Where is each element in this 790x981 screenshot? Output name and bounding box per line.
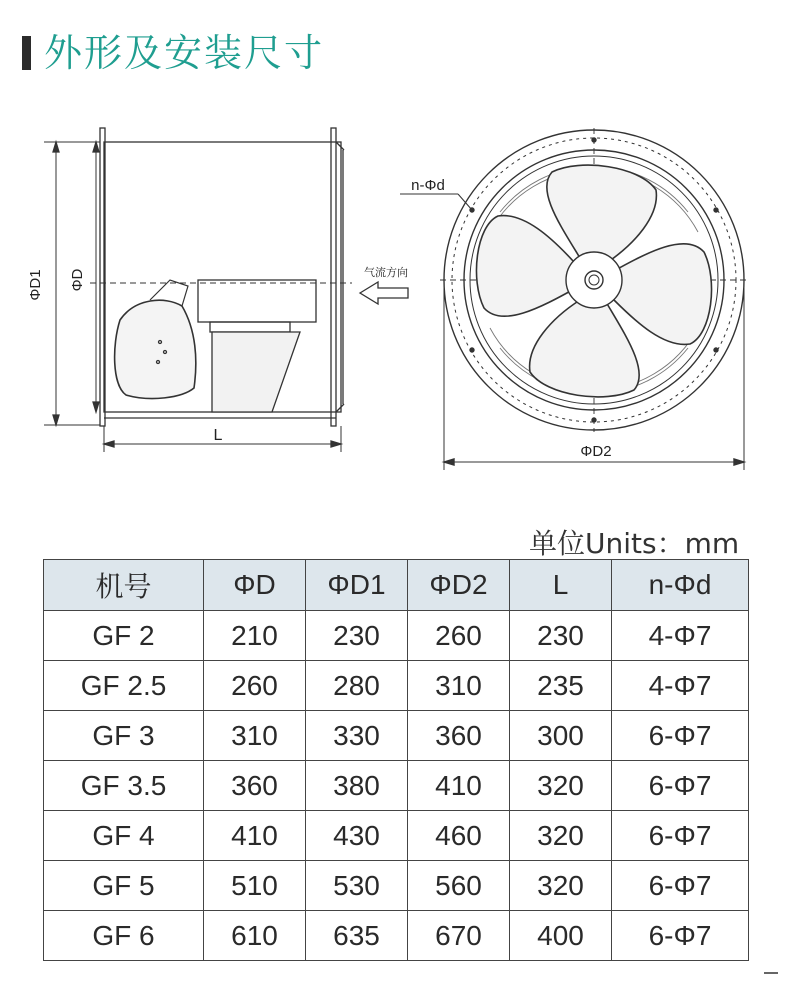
cell-model: GF 4 bbox=[44, 811, 204, 861]
cell-d1: 230 bbox=[306, 611, 408, 661]
header-l: L bbox=[510, 560, 612, 611]
cell-d1: 635 bbox=[306, 911, 408, 961]
cell-d: 210 bbox=[204, 611, 306, 661]
cell-l: 400 bbox=[510, 911, 612, 961]
cell-model: GF 6 bbox=[44, 911, 204, 961]
cell-d2: 460 bbox=[408, 811, 510, 861]
cell-d2: 670 bbox=[408, 911, 510, 961]
side-view bbox=[44, 128, 408, 452]
corner-mark bbox=[764, 972, 778, 974]
table-row bbox=[44, 711, 749, 761]
header-d1: ΦD1 bbox=[306, 560, 408, 611]
cell-l: 320 bbox=[510, 861, 612, 911]
label-d: ΦD bbox=[69, 268, 86, 292]
cell-d: 310 bbox=[204, 711, 306, 761]
cell-d1: 380 bbox=[306, 761, 408, 811]
cell-d1: 530 bbox=[306, 861, 408, 911]
header-holes: n-Φd bbox=[612, 560, 749, 611]
cell-d: 510 bbox=[204, 861, 306, 911]
table-row bbox=[44, 811, 749, 861]
cell-d: 410 bbox=[204, 811, 306, 861]
cell-l: 320 bbox=[510, 761, 612, 811]
table-row bbox=[44, 611, 749, 661]
fan-blade-right bbox=[612, 244, 712, 345]
cell-model: GF 2 bbox=[44, 611, 204, 661]
cell-l: 300 bbox=[510, 711, 612, 761]
cell-holes: 4-Φ7 bbox=[612, 611, 749, 661]
side-blade bbox=[115, 300, 196, 398]
cell-l: 230 bbox=[510, 611, 612, 661]
table-row bbox=[44, 911, 749, 961]
page-title: 外形及安装尺寸 bbox=[44, 31, 325, 75]
label-l: L bbox=[213, 427, 223, 444]
table-header-row bbox=[44, 560, 749, 611]
cell-holes: 6-Φ7 bbox=[612, 711, 749, 761]
cell-d2: 260 bbox=[408, 611, 510, 661]
label-d1: ΦD1 bbox=[27, 269, 44, 301]
header-model: 机号 bbox=[44, 560, 204, 611]
cell-l: 235 bbox=[510, 661, 612, 711]
cell-holes: 6-Φ7 bbox=[612, 761, 749, 811]
cell-d1: 330 bbox=[306, 711, 408, 761]
cell-d1: 430 bbox=[306, 811, 408, 861]
fan-blade-left bbox=[476, 216, 576, 317]
cell-model: GF 5 bbox=[44, 861, 204, 911]
label-hole: n-Φd bbox=[411, 177, 445, 194]
spec-table bbox=[43, 559, 749, 961]
cell-holes: 4-Φ7 bbox=[612, 661, 749, 711]
fan-blade-top bbox=[547, 165, 657, 262]
table-row bbox=[44, 761, 749, 811]
cell-d: 360 bbox=[204, 761, 306, 811]
cell-d: 610 bbox=[204, 911, 306, 961]
cell-holes: 6-Φ7 bbox=[612, 811, 749, 861]
cell-d2: 560 bbox=[408, 861, 510, 911]
table-row bbox=[44, 661, 749, 711]
front-view bbox=[400, 128, 748, 470]
cell-d1: 280 bbox=[306, 661, 408, 711]
label-d2: ΦD2 bbox=[580, 443, 612, 460]
cell-holes: 6-Φ7 bbox=[612, 861, 749, 911]
cell-l: 320 bbox=[510, 811, 612, 861]
header-d2: ΦD2 bbox=[408, 560, 510, 611]
table-row bbox=[44, 861, 749, 911]
cell-model: GF 3.5 bbox=[44, 761, 204, 811]
cell-d2: 360 bbox=[408, 711, 510, 761]
cell-d2: 310 bbox=[408, 661, 510, 711]
unit-label: 单位Units：mm bbox=[529, 527, 740, 560]
cell-holes: 6-Φ7 bbox=[612, 911, 749, 961]
right-flange bbox=[331, 128, 336, 426]
cell-d2: 410 bbox=[408, 761, 510, 811]
fan-blade-bottom bbox=[530, 300, 640, 397]
cell-d: 260 bbox=[204, 661, 306, 711]
cell-model: GF 2.5 bbox=[44, 661, 204, 711]
cell-model: GF 3 bbox=[44, 711, 204, 761]
airflow-arrow-icon bbox=[360, 282, 408, 304]
header-d: ΦD bbox=[204, 560, 306, 611]
label-airflow: 气流方向 bbox=[364, 267, 408, 279]
